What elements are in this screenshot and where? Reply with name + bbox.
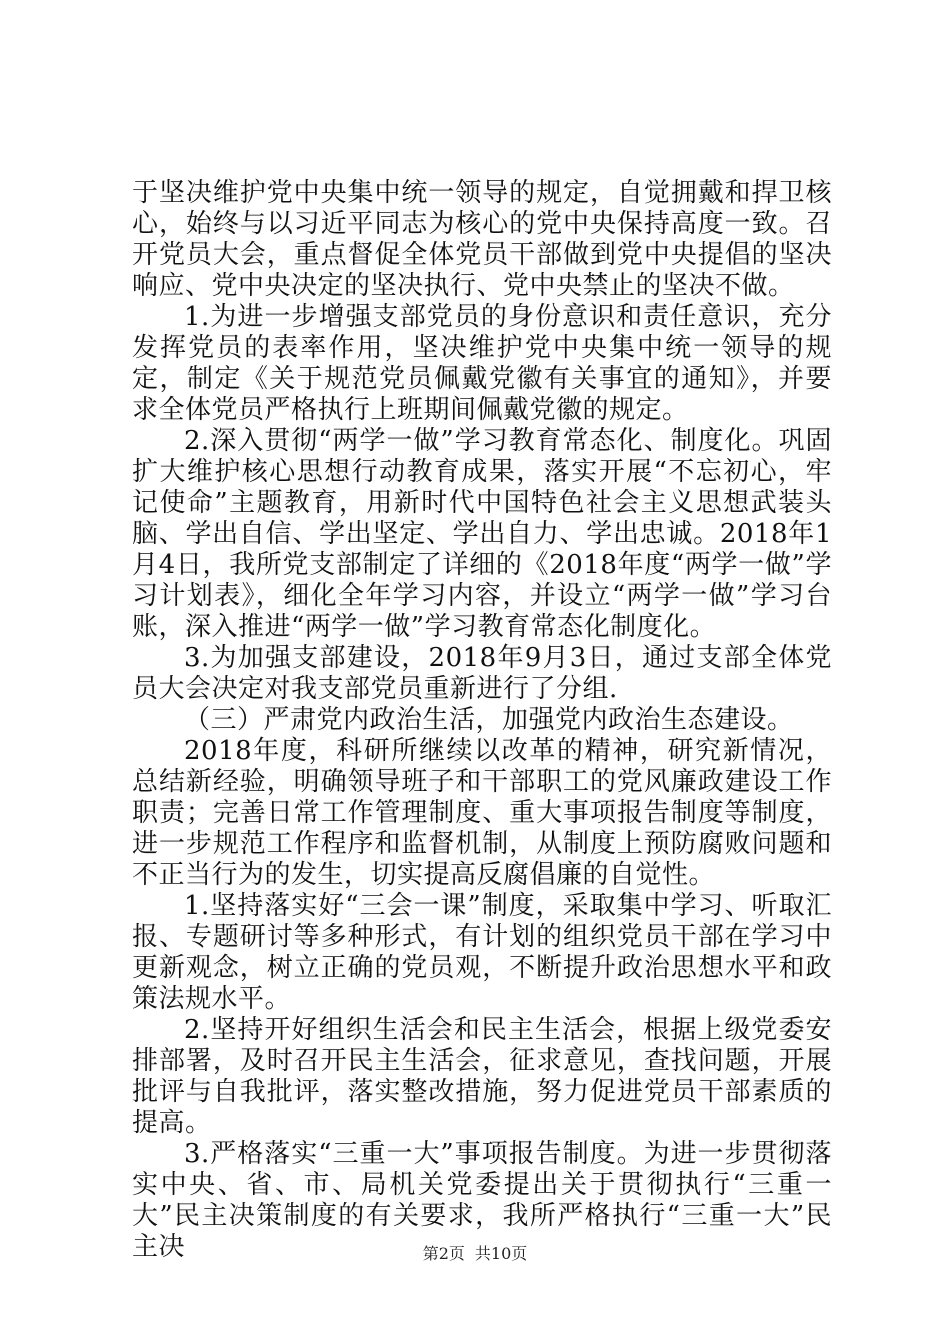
page-total: 共10页 <box>474 1244 528 1263</box>
page-number: 第2页 <box>422 1244 465 1263</box>
paragraph: 2018年度，科研所继续以改革的精神，研究新情况，总结新经验，明确领导班子和干部职工的党风廉政建设工作职责；完善日常工作管理制度、重大事项报告制度等制度，进一步规范工作程序和监督机制，从制度上预防腐败问题和不正当行为的发生，切实提高反腐倡廉的自觉性。 <box>132 736 832 890</box>
paragraph: 2.坚持开好组织生活会和民主生活会，根据上级党委安排部署，及时召开民主生活会，征求意见，查找问题，开展批评与自我批评，落实整改措施，努力促进党员干部素质的提高。 <box>132 1015 832 1138</box>
page-footer <box>0 1244 950 1264</box>
paragraph: 1.坚持落实好“三会一课”制度，采取集中学习、听取汇报、专题研讨等多种形式，有计划的组织党员干部在学习中更新观念，树立正确的党员观，不断提升政治思想水平和政策法规水平。 <box>132 891 832 1014</box>
paragraph: 3.为加强支部建设，2018年9月3日，通过支部全体党员大会决定对我支部党员重新进行了分组. <box>132 643 832 704</box>
paragraph: 于坚决维护党中央集中统一领导的规定，自觉拥戴和捍卫核心，始终与以习近平同志为核心的党中央保持高度一致。召开党员大会，重点督促全体党员干部做到党中央提倡的坚决响应、党中央决定的坚决执行、党中央禁止的坚决不做。 <box>132 178 832 301</box>
document-body <box>132 178 832 1263</box>
section-heading: （三）严肃党内政治生活，加强党内政治生态建设。 <box>184 705 794 735</box>
paragraph: 3.严格落实“三重一大”事项报告制度。为进一步贯彻落实中央、省、市、局机关党委提出关于贯彻执行“三重一大”民主决策制度的有关要求，我所严格执行“三重一大”民主决 <box>132 1139 832 1262</box>
paragraph: 1.为进一步增强支部党员的身份意识和责任意识，充分发挥党员的表率作用，坚决维护党中央集中统一领导的规定，制定《关于规范党员佩戴党徽有关事宜的通知》，并要求全体党员严格执行上班期间佩戴党徽的规定。 <box>132 302 832 425</box>
paragraph: 2.深入贯彻“两学一做”学习教育常态化、制度化。巩固扩大维护核心思想行动教育成果，落实开展“不忘初心，牢记使命”主题教育，用新时代中国特色社会主义思想武装头脑、学出自信、学出坚定、学出自力、学出忠诚。2018年1月4日，我所党支部制定了详细的《2018年度“两学一做”学习计划表》，细化全年学习内容，并设立“两学一做”学习台账，深入推进“两学一做”学习教育常态化制度化。 <box>132 426 832 642</box>
